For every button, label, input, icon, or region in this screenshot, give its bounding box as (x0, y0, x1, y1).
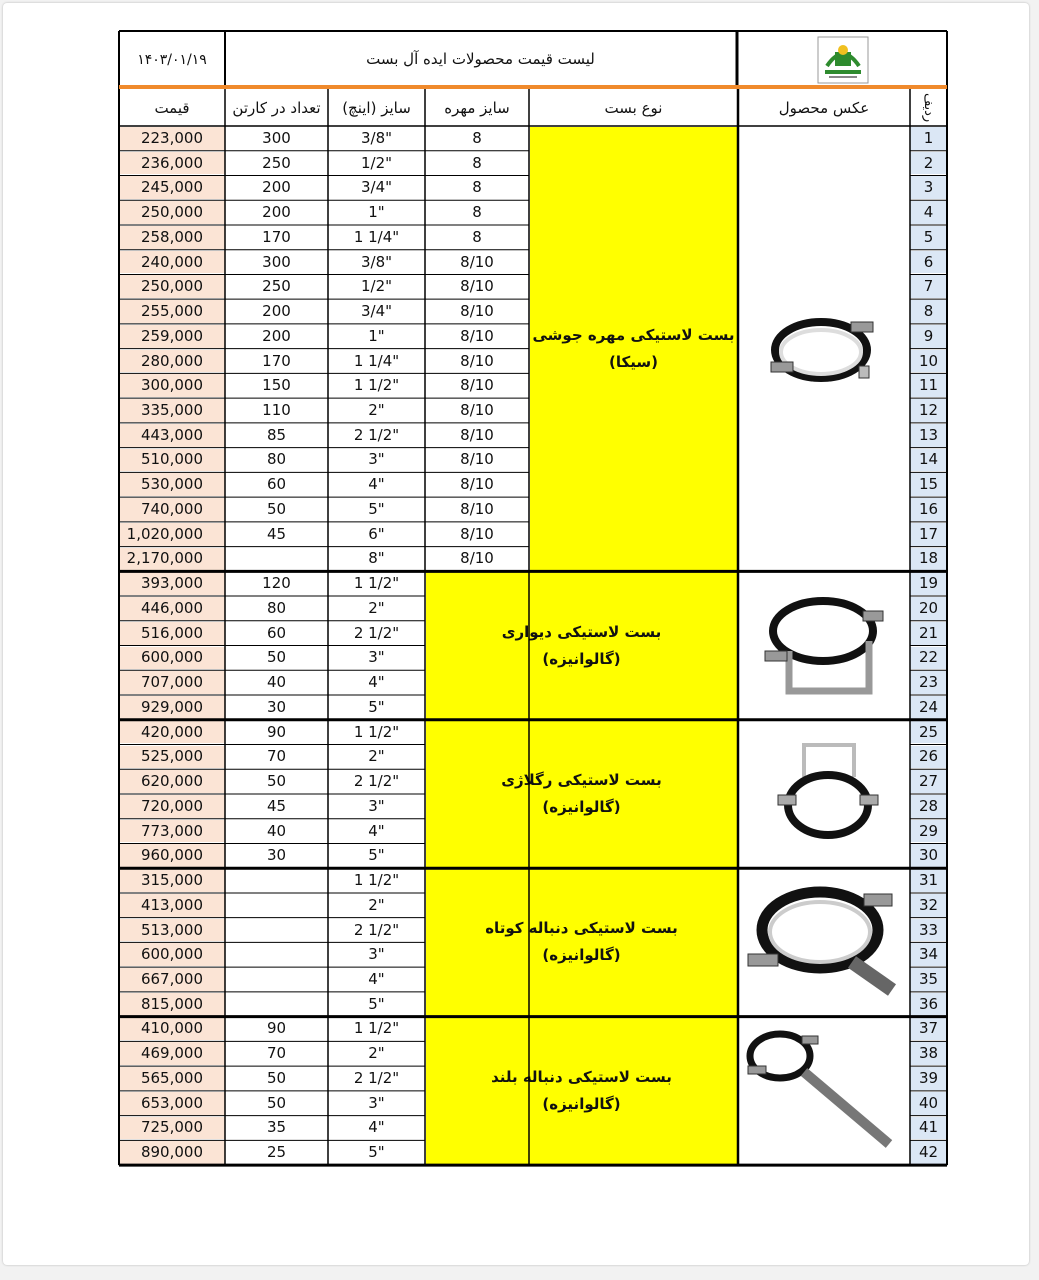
row-number-cell: 28 (910, 795, 947, 818)
price-cell: 300,000 (119, 374, 225, 397)
nut-size-cell: 8 (472, 128, 482, 147)
row-number-cell: 19 (910, 572, 947, 595)
price-cell: 565,000 (119, 1067, 225, 1090)
row-number-cell: 27 (910, 770, 947, 793)
product-type-material: (گالوانیزه) (542, 649, 621, 668)
nut-size-cell: 8 (472, 203, 482, 222)
carton-qty-cell: 80 (266, 598, 287, 617)
price-cell: 720,000 (119, 795, 225, 818)
row-number-cell: 38 (910, 1042, 947, 1065)
price-cell: 335,000 (119, 399, 225, 422)
size-cell: 1 1/2" (353, 871, 400, 890)
row-number-cell: 29 (910, 820, 947, 843)
nut-size-cell: 8/10 (460, 524, 494, 543)
list-date: ۱۴۰۳/۰۱/۱۹ (137, 51, 207, 68)
size-cell: 6" (368, 524, 385, 543)
row-number-cell: 10 (910, 350, 947, 373)
size-cell: 5" (368, 994, 385, 1013)
nut-size-cell: 8/10 (460, 549, 494, 568)
size-cell: 2 1/2" (353, 623, 400, 642)
carton-qty-cell: 60 (266, 623, 287, 642)
row-number-cell: 22 (910, 647, 947, 670)
row-number-cell: 41 (910, 1117, 947, 1140)
price-cell: 259,000 (119, 325, 225, 348)
carton-qty-cell: 35 (266, 1118, 287, 1137)
price-cell: 620,000 (119, 770, 225, 793)
carton-qty-cell: 25 (266, 1143, 287, 1162)
product-type-name: بست لاستیکی دنباله بلند (491, 1067, 672, 1086)
row-number-cell: 17 (910, 523, 947, 546)
row-number-cell: 31 (910, 869, 947, 892)
row-number-cell: 14 (910, 449, 947, 472)
row-number-cell: 24 (910, 696, 947, 719)
carton-qty-cell: 200 (262, 203, 291, 222)
size-cell: 3/4" (360, 302, 393, 321)
size-cell: 5" (368, 846, 385, 865)
product-type-material: (گالوانیزه) (542, 946, 621, 965)
price-cell: 443,000 (119, 424, 225, 447)
row-number-cell: 9 (910, 325, 947, 348)
price-cell: 240,000 (119, 251, 225, 274)
price-cell: 530,000 (119, 473, 225, 496)
carton-qty-cell: 170 (262, 227, 291, 246)
row-number-cell: 7 (910, 275, 947, 298)
size-cell: 1 1/4" (353, 227, 400, 246)
size-cell: 5" (368, 697, 385, 716)
price-cell: 413,000 (119, 894, 225, 917)
price-cell: 513,000 (119, 919, 225, 942)
row-number-cell: 4 (910, 201, 947, 224)
carton-qty-cell: 90 (266, 722, 287, 741)
row-number-cell: 25 (910, 721, 947, 744)
carton-qty-cell: 50 (266, 1093, 287, 1112)
row-number-cell: 1 (910, 127, 947, 150)
row-number-cell: 42 (910, 1141, 947, 1164)
row-number-cell: 5 (910, 226, 947, 249)
row-number-cell: 3 (910, 176, 947, 199)
row-number-cell: 12 (910, 399, 947, 422)
price-cell: 516,000 (119, 622, 225, 645)
row-number-cell: 30 (910, 844, 947, 867)
price-cell: 245,000 (119, 176, 225, 199)
carton-qty-cell: 300 (262, 252, 291, 271)
size-cell: 1/2" (360, 153, 393, 172)
nut-size-cell: 8/10 (460, 326, 494, 345)
price-cell: 653,000 (119, 1092, 225, 1115)
size-cell: 1 1/2" (353, 376, 400, 395)
row-number-cell: 13 (910, 424, 947, 447)
row-number-cell: 37 (910, 1018, 947, 1041)
price-cell: 469,000 (119, 1042, 225, 1065)
size-cell: 1/2" (360, 277, 393, 296)
price-cell: 393,000 (119, 572, 225, 595)
row-number-cell: 26 (910, 746, 947, 769)
price-cell: 315,000 (119, 869, 225, 892)
product-type-name: بست لاستیکی دیواری (501, 622, 662, 641)
carton-qty-cell: 70 (266, 747, 287, 766)
row-number-cell: 6 (910, 251, 947, 274)
carton-qty-cell: 250 (262, 153, 291, 172)
price-cell: 667,000 (119, 968, 225, 991)
nut-size-cell: 8 (472, 153, 482, 172)
price-cell: 250,000 (119, 275, 225, 298)
carton-qty-cell: 300 (262, 128, 291, 147)
price-cell: 255,000 (119, 300, 225, 323)
col-header-carton-qty: تعداد در کارتن (232, 98, 321, 117)
nut-size-cell: 8/10 (460, 475, 494, 494)
size-cell: 4" (368, 673, 385, 692)
carton-qty-cell: 50 (266, 772, 287, 791)
size-cell: 3" (368, 945, 385, 964)
row-number-cell: 21 (910, 622, 947, 645)
row-number-cell: 11 (910, 374, 947, 397)
size-cell: 1 1/2" (353, 1019, 400, 1038)
row-number-cell: 40 (910, 1092, 947, 1115)
size-cell: 2 1/2" (353, 425, 400, 444)
size-cell: 2" (368, 895, 385, 914)
nut-size-cell: 8/10 (460, 499, 494, 518)
size-cell: 1" (368, 203, 385, 222)
carton-qty-cell: 200 (262, 326, 291, 345)
nut-size-cell: 8/10 (460, 400, 494, 419)
price-cell: 236,000 (119, 152, 225, 175)
row-number-cell: 18 (910, 548, 947, 571)
price-cell: 446,000 (119, 597, 225, 620)
price-cell: 2,170,000 (119, 548, 225, 571)
carton-qty-cell: 45 (266, 524, 287, 543)
price-cell: 420,000 (119, 721, 225, 744)
carton-qty-cell: 30 (266, 697, 287, 716)
carton-qty-cell: 200 (262, 178, 291, 197)
size-cell: 3/4" (360, 178, 393, 197)
carton-qty-cell: 110 (262, 400, 291, 419)
nut-size-cell: 8 (472, 178, 482, 197)
size-cell: 2 1/2" (353, 920, 400, 939)
size-cell: 5" (368, 1143, 385, 1162)
price-cell: 1,020,000 (119, 523, 225, 546)
size-cell: 3/8" (360, 128, 393, 147)
carton-qty-cell: 80 (266, 450, 287, 469)
col-header-type: نوع بست (604, 98, 663, 117)
row-number-cell: 20 (910, 597, 947, 620)
price-cell: 960,000 (119, 844, 225, 867)
size-cell: 4" (368, 821, 385, 840)
nut-size-cell: 8/10 (460, 351, 494, 370)
size-cell: 3" (368, 648, 385, 667)
nut-size-cell: 8/10 (460, 277, 494, 296)
size-cell: 2" (368, 598, 385, 617)
carton-qty-cell: 90 (266, 1019, 287, 1038)
row-number-cell: 23 (910, 671, 947, 694)
size-cell: 5" (368, 499, 385, 518)
size-cell: 2" (368, 400, 385, 419)
nut-size-cell: 8/10 (460, 376, 494, 395)
page-title: لیست قیمت محصولات ایده آل بست (366, 50, 595, 68)
size-cell: 2 1/2" (353, 772, 400, 791)
size-cell: 1 1/4" (353, 351, 400, 370)
size-cell: 1" (368, 326, 385, 345)
nut-size-cell: 8/10 (460, 252, 494, 271)
row-number-cell: 36 (910, 993, 947, 1016)
price-cell: 890,000 (119, 1141, 225, 1164)
carton-qty-cell: 120 (262, 574, 291, 593)
carton-qty-cell: 50 (266, 648, 287, 667)
product-type-name: بست لاستیکی مهره جوشی (532, 325, 735, 344)
price-cell: 929,000 (119, 696, 225, 719)
price-cell: 773,000 (119, 820, 225, 843)
size-cell: 3" (368, 1093, 385, 1112)
product-type-name: بست لاستیکی دنباله کوتاه (485, 919, 678, 938)
row-number-cell: 35 (910, 968, 947, 991)
carton-qty-cell: 60 (266, 475, 287, 494)
carton-qty-cell: 200 (262, 302, 291, 321)
carton-qty-cell: 70 (266, 1044, 287, 1063)
price-cell: 707,000 (119, 671, 225, 694)
row-number-cell: 33 (910, 919, 947, 942)
price-cell: 525,000 (119, 746, 225, 769)
price-cell: 250,000 (119, 201, 225, 224)
size-cell: 2" (368, 747, 385, 766)
nut-size-cell: 8 (472, 227, 482, 246)
product-type-name: بست لاستیکی رگلاژی (501, 770, 662, 789)
carton-qty-cell: 170 (262, 351, 291, 370)
row-number-cell: 39 (910, 1067, 947, 1090)
size-cell: 3/8" (360, 252, 393, 271)
price-cell: 600,000 (119, 943, 225, 966)
row-number-cell: 8 (910, 300, 947, 323)
col-header-nut-size: سایز مهره (444, 98, 510, 117)
nut-size-cell: 8/10 (460, 450, 494, 469)
price-cell: 725,000 (119, 1117, 225, 1140)
product-type-material: (گالوانیزه) (542, 1094, 621, 1113)
price-cell: 510,000 (119, 449, 225, 472)
price-cell: 258,000 (119, 226, 225, 249)
product-type-material: (سیکا) (609, 352, 658, 371)
carton-qty-cell: 40 (266, 821, 287, 840)
col-header-row: ردیف (921, 93, 936, 123)
price-cell: 410,000 (119, 1018, 225, 1041)
col-header-photo: عکس محصول (778, 98, 870, 117)
size-cell: 4" (368, 970, 385, 989)
carton-qty-cell: 50 (266, 1068, 287, 1087)
carton-qty-cell: 150 (262, 376, 291, 395)
carton-qty-cell: 50 (266, 499, 287, 518)
carton-qty-cell: 45 (266, 796, 287, 815)
row-number-cell: 34 (910, 943, 947, 966)
col-header-size: سایز (اینچ) (342, 98, 411, 117)
carton-qty-cell: 85 (266, 425, 287, 444)
size-cell: 8" (368, 549, 385, 568)
price-cell: 280,000 (119, 350, 225, 373)
nut-size-cell: 8/10 (460, 302, 494, 321)
price-cell: 223,000 (119, 127, 225, 150)
price-cell: 815,000 (119, 993, 225, 1016)
col-header-price: قیمت (154, 98, 190, 117)
row-number-cell: 15 (910, 473, 947, 496)
price-cell: 740,000 (119, 498, 225, 521)
row-number-cell: 2 (910, 152, 947, 175)
size-cell: 4" (368, 475, 385, 494)
row-number-cell: 32 (910, 894, 947, 917)
carton-qty-cell: 40 (266, 673, 287, 692)
carton-qty-cell: 30 (266, 846, 287, 865)
carton-qty-cell: 250 (262, 277, 291, 296)
size-cell: 2" (368, 1044, 385, 1063)
product-type-material: (گالوانیزه) (542, 797, 621, 816)
size-cell: 3" (368, 450, 385, 469)
row-number-cell: 16 (910, 498, 947, 521)
size-cell: 1 1/2" (353, 722, 400, 741)
size-cell: 1 1/2" (353, 574, 400, 593)
nut-size-cell: 8/10 (460, 425, 494, 444)
price-cell: 600,000 (119, 647, 225, 670)
size-cell: 4" (368, 1118, 385, 1137)
size-cell: 2 1/2" (353, 1068, 400, 1087)
size-cell: 3" (368, 796, 385, 815)
